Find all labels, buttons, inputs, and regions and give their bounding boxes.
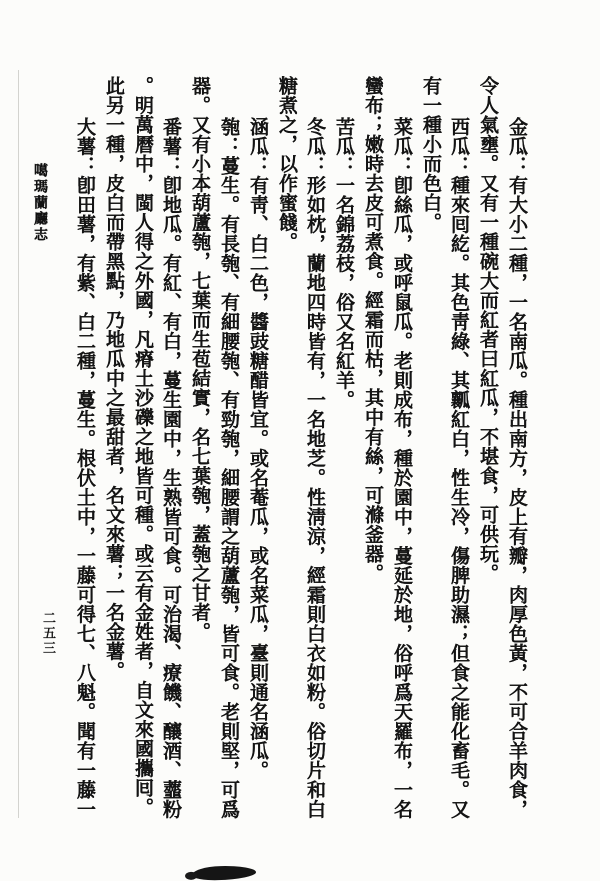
text-column: 菜瓜：卽絲瓜，或呼鼠瓜。老則成布，種於園中，蔓延於地，俗呼爲天羅布，一名	[391, 117, 413, 819]
text-column: 糖煮之，以作蜜餞。	[276, 76, 298, 252]
text-column: 令人氣壅。又有一種碗大而紅者曰紅瓜，不堪食，可供玩。	[477, 76, 499, 583]
text-column: 。明萬曆中，閩人得之外國，凡瘠土沙礫之地皆可種。或云有金姓者，自文來國攜囘。	[132, 76, 154, 817]
text-column: 西瓜：種來囘紇。其色靑綠、其瓤紅白，性生冷，傷脾助濕；但食之能化畜毛。又	[448, 117, 470, 819]
text-column: 蠻布；嫩時去皮可煮食。經霜而枯，其中有絲，可滌釜器。	[362, 76, 384, 583]
book-title-margin: 噶瑪蘭廳志	[32, 163, 48, 243]
text-column: 涵瓜：有靑、白二色，醬豉糖醋皆宜。或名菴瓜，或名菜瓜，臺則通名涵瓜。	[247, 117, 269, 780]
text-column: 冬瓜：形如枕，蘭地四時皆有，一名地芝。性淸涼，經霜則白衣如粉。俗切片和白	[304, 117, 326, 819]
scan-edge-line	[18, 70, 19, 818]
text-column: 匏：蔓生。有長匏、有細腰匏、有勁匏，細腰謂之葫蘆匏，皆可食。老則堅，可爲	[218, 117, 240, 819]
text-column: 苦瓜：一名錦荔枝，俗又名紅羊。	[333, 117, 355, 410]
ink-smudge-artifact	[192, 865, 256, 881]
page-number: 二五三	[40, 611, 55, 656]
text-column: 金瓜：有大小二種，一名南瓜。種出南方，皮上有瓣，肉厚色黃，不可合羊肉食，	[506, 117, 528, 819]
text-column: 大薯：卽田薯，有紫、白二種，蔓生。根伏土中，一藤可得七、八魁。聞有一藤一	[74, 117, 96, 819]
text-column: 番薯：卽地瓜。有紅、有白，蔓生園中，生熟皆可食。可治渴、療饑、釀酒、虀粉	[160, 117, 182, 819]
text-column: 器。又有小本葫蘆匏，七葉而生苞結實，名七葉匏，蓋匏之甘者。	[189, 76, 211, 642]
text-column: 此另一種，皮白而帶黑點，乃地瓜中之最甜者，名文來薯；一名金薯。	[103, 76, 125, 681]
text-column: 有一種小而色白。	[420, 76, 442, 232]
